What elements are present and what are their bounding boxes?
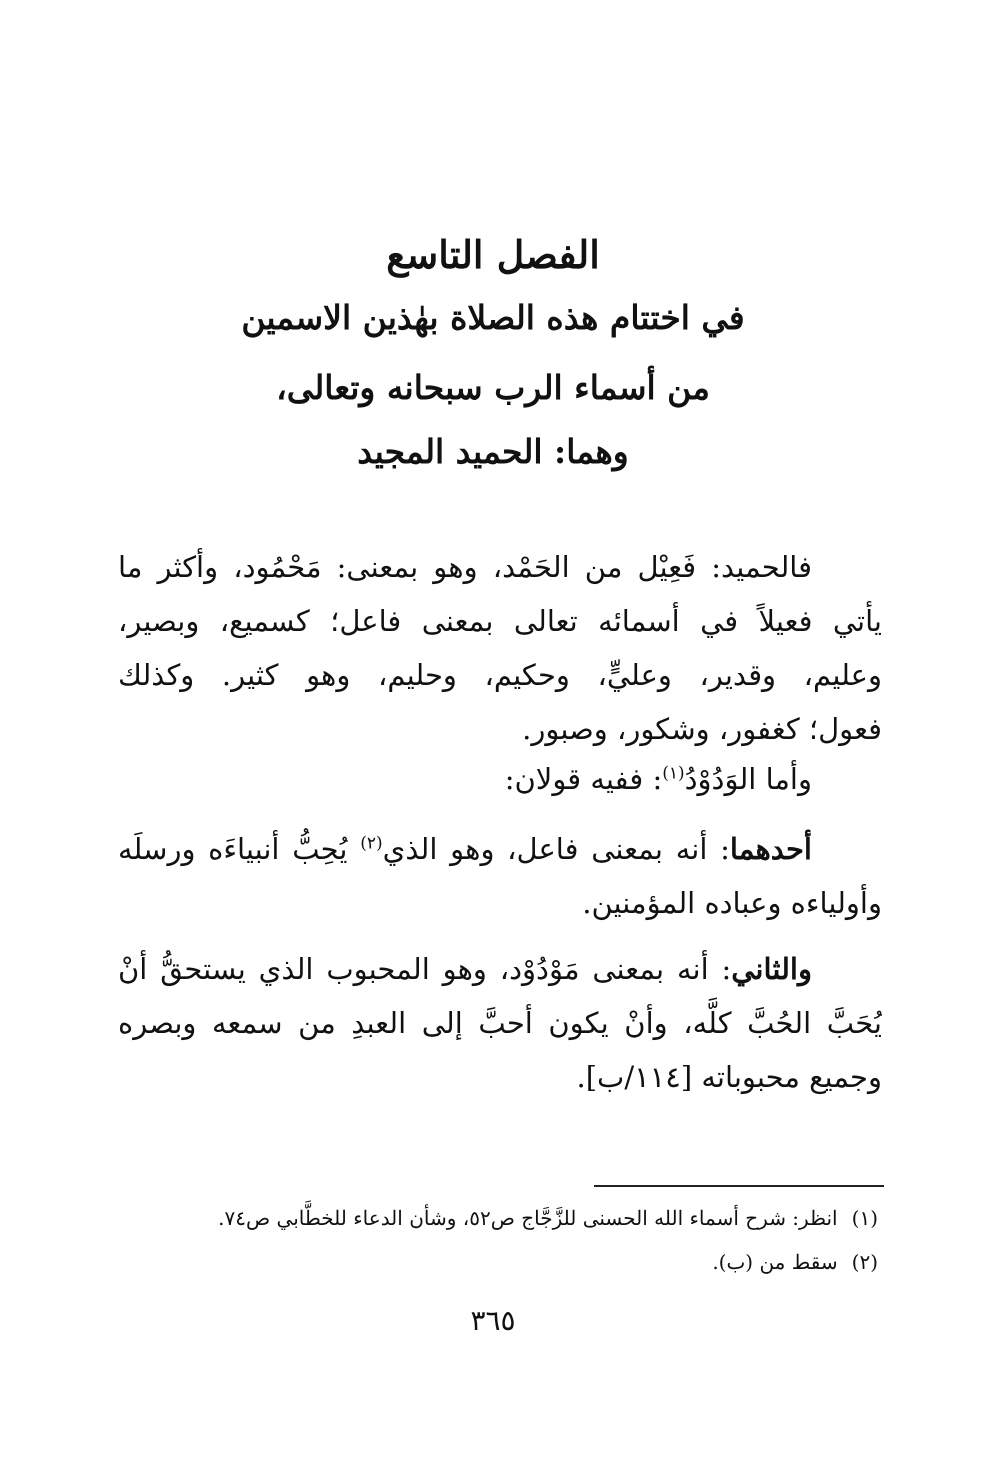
text-run: : ففيه قولان: — [504, 762, 663, 796]
paragraph-first-opinion — [118, 822, 882, 930]
lead-word: أحدهما — [729, 832, 812, 866]
page-number: ٣٦٥ — [470, 1304, 516, 1337]
footnote-ref-1: (١) — [662, 763, 685, 784]
text-line: وجميع محبوباته [١١٤/ب]. — [576, 1060, 882, 1094]
footnote-number: (١) — [851, 1206, 878, 1230]
chapter-subtitle-line-1: في اختتام هذه الصلاة بهٰذين الاسمين — [241, 298, 745, 337]
text-line — [118, 942, 882, 996]
text-run: يُحِبُّ أنبياءَه ورسلَه — [118, 832, 361, 866]
text-line — [118, 822, 882, 876]
footnote-1 — [218, 1206, 878, 1230]
lead-word: والثاني — [731, 952, 812, 986]
paragraph-second-opinion — [118, 942, 882, 1104]
chapter-subtitle-line-3: وهما: الحميد المجيد — [357, 432, 629, 471]
footnote-text: سقط من (ب). — [712, 1250, 838, 1274]
footnote-2 — [712, 1250, 878, 1274]
text-run: : أنه بمعنى مَوْدُوْد، وهو المحبوب الذي يستحقُّ أنْ — [118, 952, 732, 986]
footnote-separator — [594, 1185, 884, 1187]
text-line: فعول؛ كغفور، وشكور، وصبور. — [522, 712, 882, 746]
text-line: وعليم، وقدير، وعليٍّ، وحكيم، وحليم، وهو كثير. وكذلك — [118, 658, 882, 692]
text-line: يُحَبَّ الحُبَّ كلَّه، وأنْ يكون أحبَّ إلى العبدِ من سمعه وبصره — [118, 1006, 882, 1040]
text-run: وأما الوَدُوْدُ — [684, 762, 812, 796]
paragraph-hamid — [118, 540, 882, 756]
text-line — [118, 752, 882, 806]
text-line: يأتي فعيلاً في أسمائه تعالى بمعنى فاعل؛ كسميع، وبصير، — [118, 604, 882, 638]
paragraph-wadud — [118, 752, 882, 806]
footnote-ref-2: (٢) — [360, 833, 383, 854]
text-line: وأولياءه وعباده المؤمنين. — [582, 886, 882, 920]
text-line: فالحميد: فَعِيْل من الحَمْد، وهو بمعنى: مَحْمُود، وأكثر ما — [118, 550, 812, 584]
footnote-text: انظر: شرح أسماء الله الحسنى للزَّجَّاج ص٥٢، وشأن الدعاء للخطَّابي ص٧٤. — [218, 1206, 838, 1230]
footnote-number: (٢) — [851, 1250, 878, 1274]
chapter-title: الفصل التاسع — [386, 232, 600, 277]
text-run: : أنه بمعنى فاعل، وهو الذي — [382, 832, 730, 866]
chapter-subtitle-line-2: من أسماء الرب سبحانه وتعالى، — [276, 368, 710, 407]
